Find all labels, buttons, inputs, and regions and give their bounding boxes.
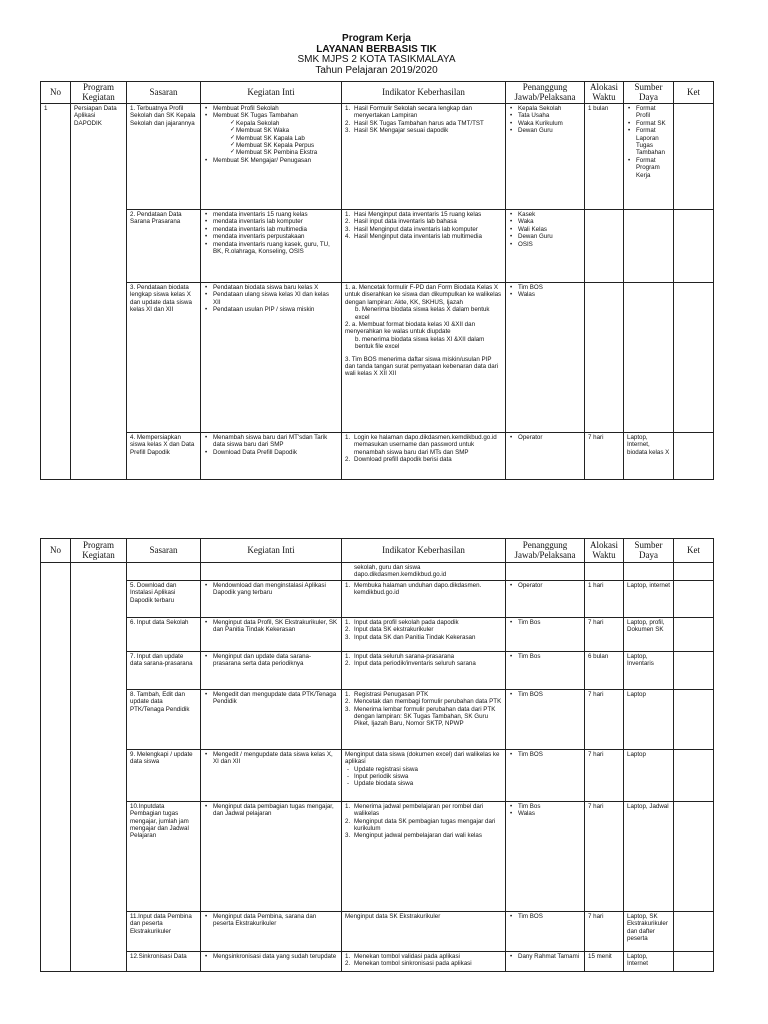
cell-alokasi: 1 bulan [585,104,624,210]
list-item: ✓ Membuat SK Waka [227,127,338,134]
cell-alokasi: 6 bulan [585,651,624,689]
cell-kegiatan [201,749,342,801]
cell-ket [674,801,714,911]
table-row [41,433,714,480]
list-item: 3. Hasil Menginput data inventaris lab komputer [345,226,502,233]
cell-kegiatan [201,911,342,951]
list-item: • Tim BOS [509,913,581,920]
list-item: 1. Login ke halaman dapo.dikdasmen.kemdikbud.go.id memasukan username dan password untuk menambah siswa baru dari MTs dan SMP [345,434,502,456]
list-item: • Menginput data Profil, SK Ekstrakurikuler, SK dan Panitia Tindak Kekerasan [204,619,338,634]
table-row [41,911,714,951]
cell-kegiatan [201,651,342,689]
cell-sumber: Laptop, Inventaris [624,651,674,689]
cell-alokasi: 7 hari [585,911,624,951]
list-item: • Format Laporan Tugas Tambahan [627,127,670,157]
list-item: 1. Input data profil sekolah pada dapodik [345,619,502,626]
col-sasaran: Sasaran [127,539,201,563]
document-header [40,34,713,76]
table-row [41,651,714,689]
list-item: • Mengsinkronisasi data yang sudah terupdate [204,953,338,960]
list-item: • Wali Kelas [509,226,581,233]
cell-sumber: Laptop, internet [624,580,674,617]
col-indikator: Indikator Keberhasilan [342,82,506,104]
table-header-row [41,82,714,104]
cell-sasaran: 5. Download dan Instalasi Aplikasi Dapodik terbaru [127,580,201,617]
list-item: • Download Data Prefill Dapodik [204,449,338,456]
list-item: 2. Hasil input data inventaris lab bahasa [345,218,502,225]
table-row [41,801,714,911]
cell-alokasi [585,563,624,581]
table-row [41,580,714,617]
indicator-text: b. Menerima biodata siswa kelas X dalam bentuk excel [355,306,490,321]
table-row [41,283,714,433]
cell-kegiatan [201,617,342,651]
cell-indikator [342,104,506,210]
cell-ket [674,617,714,651]
list-item: • Mengedit dan mengupdate data PTK/Tenaga Pendidik [204,691,338,706]
cell-sasaran: 12.Sinkronisasi Data [127,951,201,971]
col-kegiatan: Kegiatan Inti [201,82,342,104]
cell-penanggung [506,801,585,911]
list-item: • Kasek [509,211,581,218]
cell-sumber [624,283,674,433]
cell-kegiatan [201,951,342,971]
cell-sumber: Laptop, SK Ekstrakurikuler dan dafter peserta [624,911,674,951]
cell-indikator [342,617,506,651]
col-no: No [41,82,71,104]
cell-sasaran: 4. Mempersiapkan siswa kelas X dan Data Prefill Dapodik [127,433,201,480]
cell-ket [674,433,714,480]
list-item: 2. Download prefill dapodik berisi data [345,456,502,463]
cell-ket [674,749,714,801]
list-item: 3. Hasil SK Mengajar sesuai dapodik [345,127,502,134]
cell-alokasi: 15 menit [585,951,624,971]
cell-penanggung [506,563,585,581]
cell-ket [674,689,714,749]
cell-indikator [342,433,506,480]
header-subtitle: LAYANAN BERBASIS TIK [316,43,437,55]
list-item: • mendata inventaris lab komputer [204,218,338,225]
cell-program: Persiapan Data Aplikasi DAPODIK [71,104,127,480]
list-item: 1. Registrasi Penugasan PTK [345,691,502,698]
cell-penanggung [506,580,585,617]
cell-no: 1 [41,104,71,480]
list-item: 2. Menekan tombol sinkronisasi pada aplikasi [345,960,502,967]
cell-penanggung [506,104,585,210]
cell-penanggung [506,210,585,283]
list-item: 1. Membuka halaman unduhan dapo.dikdasmen. kemdikbud.go.id [345,582,502,597]
list-item: - Update registrasi siswa [345,766,502,773]
list-item: • mendata inventaris perpustakaan [204,233,338,240]
list-item: 2. Input data periodik/inventaris seluruh sarana [345,660,502,667]
indicator-text: Menginput data siswa (dokumen excel) dari walikelas ke aplikasi [345,750,500,766]
list-item: - Update biodata siswa [345,780,502,787]
col-ket: Ket [674,82,714,104]
header-year: Tahun Pelajaran 2019/2020 [315,64,438,76]
cell-sasaran: 7. Input dan update data sarana-prasarana [127,651,201,689]
list-item: 1. Menerima jadwal pembelajaran per rombel dari walikelas [345,803,502,818]
cell-penanggung [506,283,585,433]
list-item: • Membuat SK Tugas Tambahan ✓ Kepala Sekolah ✓ Membuat SK Waka ✓ Membuat SK Kapala Lab ✓ Membuat SK Kepala Perpus ✓ Membuat SK Pembina Ekstra [204,112,338,156]
table-row [41,951,714,971]
table-row [41,104,714,210]
list-item: • Tim Bos [509,803,581,810]
col-sasaran: Sasaran [127,82,201,104]
indicator-text: 3. Tim BOS menerima daftar siswa miskin/usulan PIP dan tanda tangan surat pernyataan kebenaran data dari wali kelas X XII XII [345,355,499,378]
list-item: • Tim Bos [509,619,581,626]
cell-kegiatan [201,104,342,210]
list-item: ✓ Membuat SK Kepala Perpus [227,142,338,149]
list-item: • Dewan Guru [509,127,581,134]
cell-sumber: Laptop [624,749,674,801]
list-item: • Membuat SK Mengajar/ Penugasan [204,157,338,164]
list-item: • Tim Bos [509,653,581,660]
table-row [41,210,714,283]
list-item: 3. Menerima lembar formulir perubahan data dari PTK dengan lampiran: SK Tugas Tambahan, SK Guru Piket, Ijazah Baru, Nomor SKTP, NPWP [345,706,502,728]
list-item: 1. Hasi Menginput data inventaris 15 ruang kelas [345,211,502,218]
list-item: • Format Program Kerja [627,157,670,179]
col-ket: Ket [674,539,714,563]
table-row [41,563,714,581]
list-item: • Menginput dan update data sarana-prasarana serta data periodiknya [204,653,338,668]
cell-alokasi [585,283,624,433]
list-item: • Format SK [627,120,670,127]
table-header-row [41,539,714,563]
list-item: • Walas [509,810,581,817]
list-item: • Pendataan ulang siswa kelas XI dan kelas XII [204,291,338,306]
list-item: • mendata inventaris lab multimedia [204,226,338,233]
col-kegiatan: Kegiatan Inti [201,539,342,563]
cell-sumber [624,210,674,283]
list-item: • Kepala Sekolah [509,105,581,112]
cell-alokasi: 1 hari [585,580,624,617]
cell-sumber [624,104,674,210]
cell-sasaran: 11.Input data Pembina dan peserta Ekstrakurikuler [127,911,201,951]
header-school: SMK MJPS 2 KOTA TASIKMALAYA [297,54,456,65]
cell-ket [674,563,714,581]
cell-kegiatan [201,433,342,480]
cell-indikator [342,951,506,971]
cell-ket [674,104,714,210]
list-item: ✓ Membuat SK Kapala Lab [227,135,338,142]
list-item: 4. Hasil Menginput data inventaris lab multimedia [345,233,502,240]
list-item: 3. Input data SK dan Panitia Tindak Kekerasan [345,634,502,641]
cell-indikator [342,651,506,689]
cell-indikator [342,210,506,283]
cell-kegiatan [201,580,342,617]
cell-sasaran: 10.Inputdata Pembagian tugas mengajar, jumlah jam mengajar dan Jadwal Pelajaran [127,801,201,911]
list-item: • Dany Rahmat Tamami [509,953,581,960]
cell-ket [674,911,714,951]
cell-sasaran: 9. Melengkapi / update data siswa [127,749,201,801]
list-item: • Pendataan usulan PIP / siswa miskin [204,306,338,313]
cell-sasaran: 1. Terbuatnya Profil Sekolah dan SK Kepala Sekolah dan jajarannya [127,104,201,210]
list-item: 2. Menginput data SK pembagian tugas mengajar dari kurikulum [345,818,502,833]
list-item: 2. Hasil SK Tugas Tambahan harus ada TMT/TST [345,120,502,127]
cell-penanggung [506,911,585,951]
cell-ket [674,580,714,617]
list-item: • Format Profil [627,105,670,120]
col-program: Program Kegiatan [71,82,127,104]
cell-penanggung [506,433,585,480]
cell-kegiatan [201,801,342,911]
cell-penanggung [506,749,585,801]
list-item: • Waka [509,218,581,225]
col-sumber: Sumber Daya [624,539,674,563]
cell-indikator [342,689,506,749]
cell-alokasi: 7 hari [585,801,624,911]
list-item: • Operator [509,434,581,441]
cell-penanggung [506,651,585,689]
indicator-text: b. menerima biodata siswa kelas XI &XII dalam bentuk file excel [355,335,485,351]
cell-kegiatan [201,563,342,581]
list-item: • Tim BOS [509,284,581,291]
cell-ket [674,651,714,689]
col-penanggung: Penanggung Jawab/Pelaksana [506,82,585,104]
cell-sumber: Laptop, Internet [624,951,674,971]
list-item: • Pendataan biodata siswa baru kelas X [204,284,338,291]
list-item: • Mengedit / mengupdate data siswa kelas X, XI dan XII [204,751,338,766]
cell-sasaran: 2. Pendataan Data Sarana Prasarana [127,210,201,283]
list-item: 2. Input data SK ekstrakurikuler [345,626,502,633]
list-item: 2. Mencetak dan membagi formulir perubahan data PTK [345,698,502,705]
cell-penanggung [506,689,585,749]
cell-ket [674,210,714,283]
program-table-1 [40,81,714,480]
col-sumber: Sumber Daya [624,82,674,104]
col-alokasi: Alokasi Waktu [585,539,624,563]
list-item: • Operator [509,582,581,589]
cell-kegiatan [201,283,342,433]
cell-sasaran: 8. Tambah, Edit dan update data PTK/Tenaga Pendidik [127,689,201,749]
cell-kegiatan [201,210,342,283]
cell-alokasi: 7 hari [585,617,624,651]
list-item: ✓ Membuat SK Pembina Ekstra [227,149,338,156]
list-item: • Waka Kurikulum [509,120,581,127]
program-table-2 [40,538,714,972]
list-item: • OSIS [509,241,581,248]
document-page-1 [40,34,713,480]
cell-ket [674,283,714,433]
cell-alokasi: 7 hari [585,749,624,801]
header-title: Program Kerja [342,33,411,44]
cell-penanggung [506,951,585,971]
cell-program [71,563,127,972]
cell-sasaran [127,563,201,581]
list-item: • Walas [509,291,581,298]
list-item: • Menginput data Pembina, sarana dan peserta Ekstrakurikuler [204,913,338,928]
cell-alokasi: 7 hari [585,689,624,749]
col-indikator: Indikator Keberhasilan [342,539,506,563]
cell-indikator: Menginput data SK Ekstrakurikuler [342,911,506,951]
cell-sasaran: 6. Input data Sekolah [127,617,201,651]
list-item: • Membuat Profil Sekolah [204,105,338,112]
cell-penanggung [506,617,585,651]
list-item: • mendata inventaris ruang kasek, guru, TU, BK, R.olahraga, Konseling, OSIS [204,241,338,256]
list-item: • Mendownload dan menginstalasi Aplikasi Dapodik yang terbaru [204,582,338,597]
list-item: • Menginput data pembagian tugas mengajar, dan Jadwal pelajaran [204,803,338,818]
table-row [41,749,714,801]
table-row [41,689,714,749]
list-item: • Tata Usaha [509,112,581,119]
cell-indikator [342,801,506,911]
list-item: • Tim BOS [509,691,581,698]
table-row [41,617,714,651]
col-penanggung: Penanggung Jawab/Pelaksana [506,539,585,563]
list-item: 3. Menginput jadwal pembelajaran dari wali kelas [345,832,502,839]
cell-kegiatan [201,689,342,749]
list-item: • mendata inventaris 15 ruang kelas [204,211,338,218]
cell-alokasi: 7 hari [585,433,624,480]
list-item: 1. Menekan tombol validasi pada aplikasi [345,953,502,960]
document-page-2 [40,538,713,972]
list-item: 1. Input data seluruh sarana-prasarana [345,653,502,660]
col-program: Program Kegiatan [71,539,127,563]
cell-sumber: Laptop, Jadwal [624,801,674,911]
list-item: 1. Hasil Formulir Sekolah secara lengkap dan menyertakan Lampiran [345,105,502,120]
list-item: • Menambah siswa baru dari MT'sdan Tarik data siswa baru dari SMP [204,434,338,449]
list-item: • Dewan Guru [509,233,581,240]
cell-alokasi [585,210,624,283]
cell-indikator [342,283,506,433]
list-item: - Input periodik siswa [345,773,502,780]
cell-sumber: Laptop, Internet, biodata kelas X [624,433,674,480]
cell-indikator: sekolah, guru dan siswa dapo.dikdasmen.kemdikbud.go.id [342,563,506,581]
cell-sumber: Laptop [624,689,674,749]
indicator-text: 2. a. Membuat format biodata kelas XI &XII dan menyerahkan ke walas untuk diupdate [345,321,476,336]
cell-sumber: Laptop, profil, Dokumen SK [624,617,674,651]
list-item: ✓ Kepala Sekolah [227,120,338,127]
col-alokasi: Alokasi Waktu [585,82,624,104]
cell-sumber [624,563,674,581]
cell-indikator [342,749,506,801]
cell-sasaran: 3. Pendataan biodata lengkap siswa kelas X dan update data siswa kelas XI dan XII [127,283,201,433]
list-item: • Tim BOS [509,751,581,758]
col-no: No [41,539,71,563]
cell-ket [674,951,714,971]
cell-no [41,563,71,972]
indicator-text: 1. a. Mencetak formulir F-PD dan Form Biodata Kelas X untuk diserahkan ke siswa dan dikumpulkan ke walikelas dengan lampiran: Akte, KK, SKHUS, Ijazah [345,284,502,306]
cell-indikator [342,580,506,617]
